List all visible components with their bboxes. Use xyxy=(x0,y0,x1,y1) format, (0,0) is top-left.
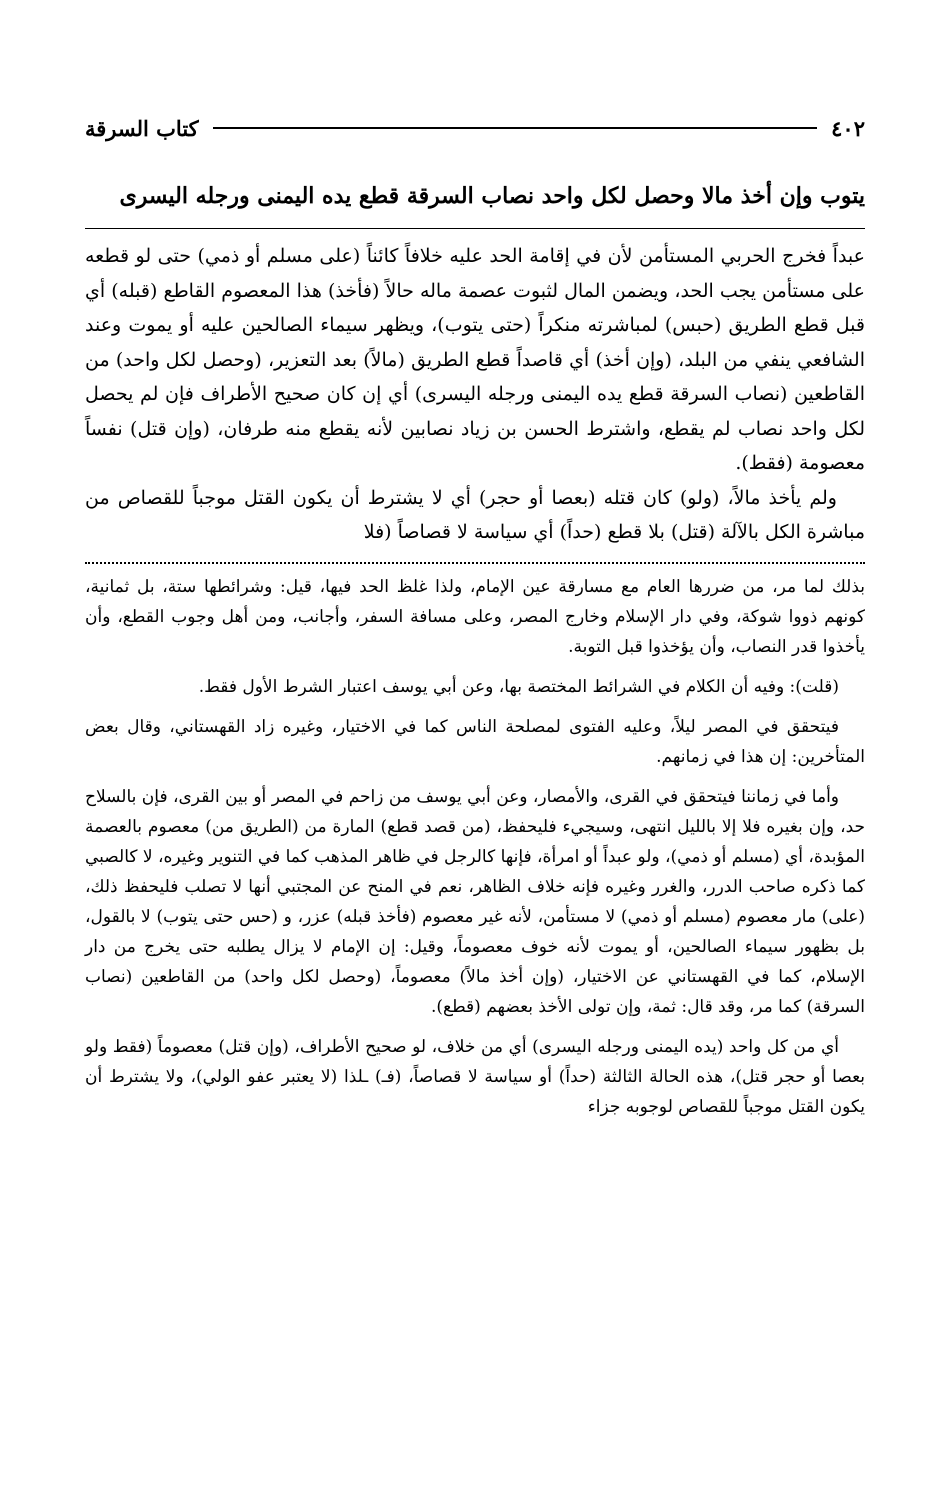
sharh-commentary xyxy=(85,239,865,550)
hashiya-paragraph: أي من كل واحد (يده اليمنى ورجله اليسرى) أي من خلاف، لو صحيح الأطراف، (وإن قتل) معصوماً (فقط ولو بعصا أو حجر قتل)، هذه الحالة الثالثة (حداً) أو سياسة لا قصاصاً، (فـ) ـلذا (لا يعتبر عفو الولي)، ولا يشترط أن يكون القتل موجباً للقصاص لوجوبه جزاء xyxy=(85,1036,865,1117)
hashiya-paragraph: بذلك لما مر، من ضررها العام مع مسارقة عين الإمام، ولذا غلظ الحد فيها، قيل: وشرائطها ستة، بل ثمانية، كونهم ذووا شوكة، وفي دار الإسلام وخارج المصر، وعلى مسافة السفر، وأجانب، ومن أهل وجوب القطع، وأن يأخذوا قدر النصاب، وأن يؤخذوا قبل التوبة. xyxy=(85,576,865,657)
page-number: ٤٠٢ xyxy=(831,115,865,141)
hashiya-paragraph: (قلت): وفيه أن الكلام في الشرائط المختصة بها، وعن أبي يوسف اعتبار الشرط الأول فقط. xyxy=(198,676,839,697)
header-rule xyxy=(213,127,817,129)
sharh-paragraph: ولم يأخذ مالاً، (ولو) كان قتله (بعصا أو حجر) أي لا يشترط أن يكون القتل موجباً للقصاص من مباشرة الكل بالآلة (قتل) بلا قطع (حداً) أي سياسة لا قصاصاً (فلا xyxy=(85,486,865,543)
hashiya-paragraph: وأما في زماننا فيتحقق في القرى، والأمصار، وعن أبي يوسف من زاحم في المصر أو بين القرى، فإن بالسلاح حد، وإن بغيره فلا إلا بالليل انتهى، وسيجيء فليحفظ، (من قصد قطع) المارة من (الطريق من) معصوم بالعصمة المؤبدة، أي (مسلم أو ذمي)، ولو عبداً أو امرأة، فإنها كالرجل في ظاهر المذهب كما في التنوير وغيره، لا كالصبي كما ذكره صاحب الدرر، والغرر وغيره فإنه خلاف الظاهر، نعم في المنح عن المجتبي أنها لا تصلب فليحفظ ذلك، (على) مار معصوم (مسلم أو ذمي) لا مستأمن، لأنه غير معصوم (فأخذ قبله) عزر، و (حس حتى يتوب) لا بالقول، بل بظهور سيماء الصالحين، أو يموت لأنه خوف معصوماً، وقيل: إن الإمام لا يزال يطلبه حتى يخرج من دار الإسلام، كما في القهستاني عن الاختيار، (وإن أخذ مالاً) معصوماً، (وحصل لكل واحد) من القاطعين (نصاب السرقة) كما مر، وقد قال: ثمة، وإن تولى الأخذ بعضهم (قطع). xyxy=(85,786,865,1017)
hashiya-paragraph: فيتحقق في المصر ليلاً، وعليه الفتوى لمصلحة الناس كما في الاختيار، وغيره زاد القهستاني، وقال بعض المتأخرين: إن هذا في زمانهم. xyxy=(85,716,865,767)
matn-divider xyxy=(85,228,865,229)
sharh-paragraph: عبداً فخرج الحربي المستأمن لأن في إقامة الحد عليه خلافاً كائناً (على مسلم أو ذمي) حتى لو قطعه على مستأمن يجب الحد، ويضمن المال لثبوت عصمة ماله حالاً (فأخذ) هذا المعصوم القاطع (قبله) أي قبل قطع الطريق (حبس) لمباشرته منكراً (حتى يتوب)، ويظهر سيماء الصالحين عليه أو يموت وعند الشافعي ينفي من البلد، (وإن أخذ) أي قاصداً قطع الطريق (مالاً) بعد التعزير، (وحصل لكل واحد) من القاطعين (نصاب السرقة قطع يده اليمنى ورجله اليسرى) أي إن كان صحيح الأطراف فإن لم يحصل لكل واحد نصاب لم يقطع، واشترط الحسن بن زياد نصابين لأنه يقطع منه طرفان، (وإن قتل) نفساً معصومة (فقط). xyxy=(85,245,865,474)
matn-text: يتوب وإن أخذ مالا وحصل لكل واحد نصاب السرقة قطع يده اليمنى ورجله اليسرى xyxy=(119,183,865,209)
running-title: كتاب السرقة xyxy=(85,115,199,141)
hashiya-footnotes xyxy=(85,572,865,1122)
footnote-divider xyxy=(85,562,865,564)
page-header xyxy=(85,108,865,148)
